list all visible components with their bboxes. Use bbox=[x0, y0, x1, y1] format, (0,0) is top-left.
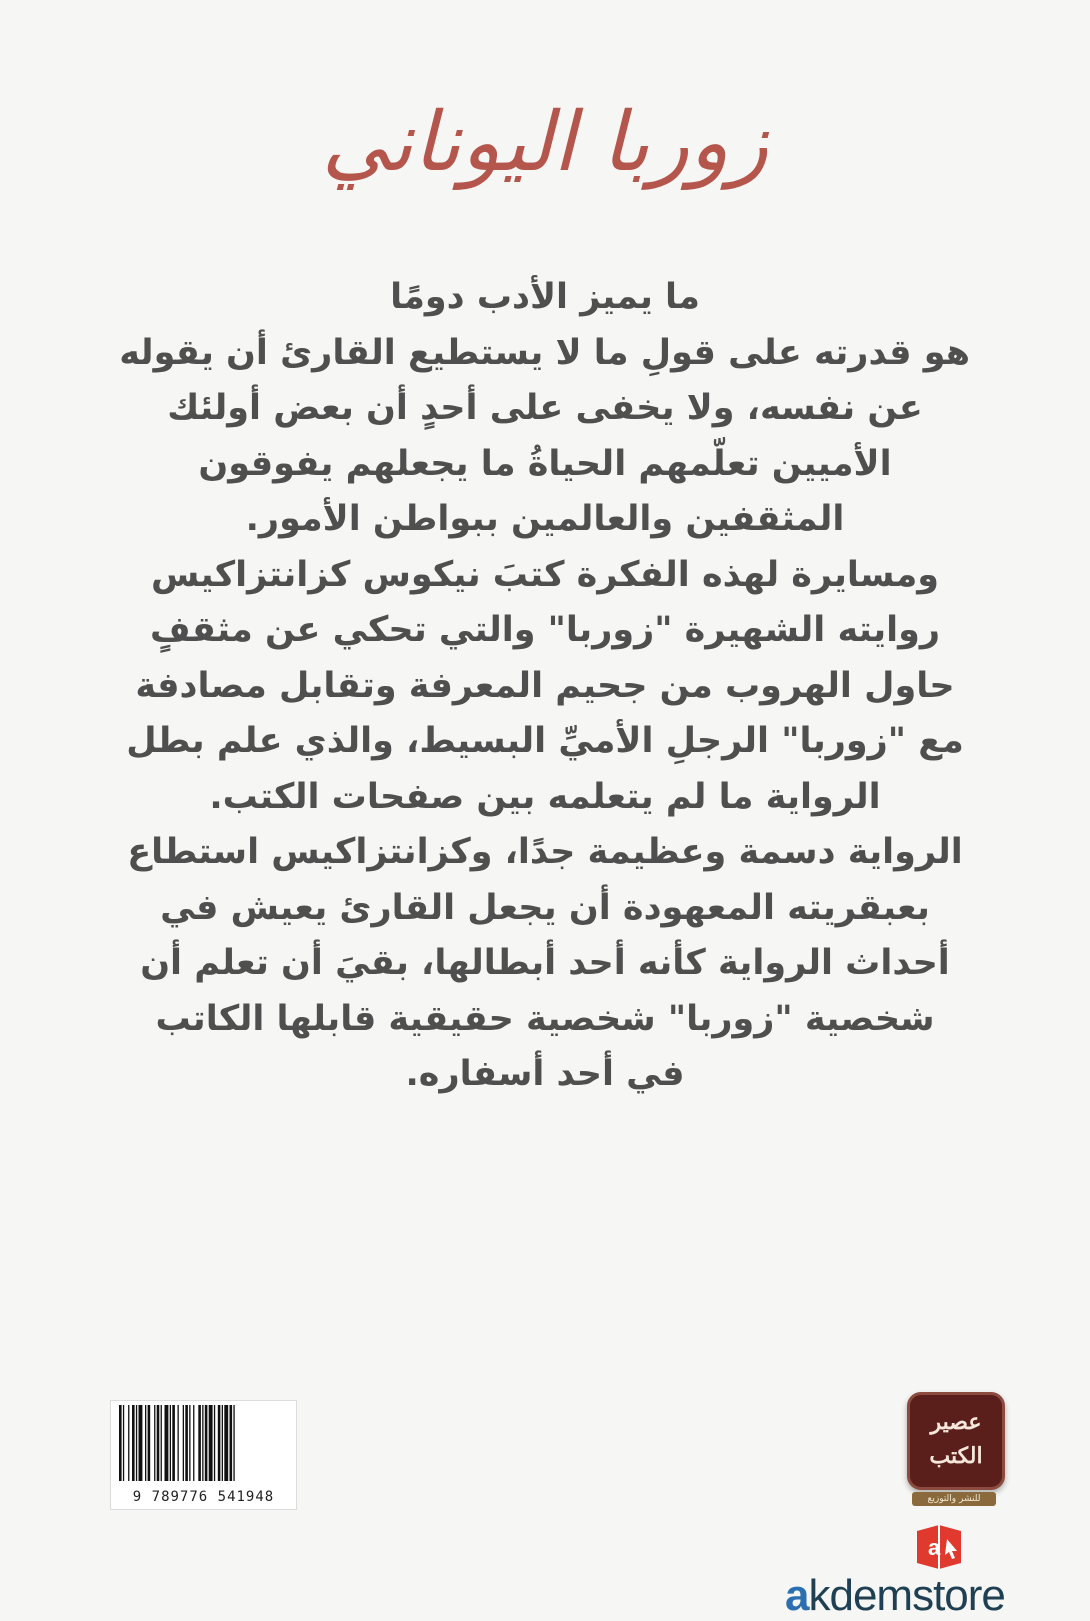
isbn-number: 9 789776 541948 bbox=[132, 1489, 275, 1505]
isbn-barcode bbox=[110, 1400, 297, 1510]
blurb-text bbox=[120, 270, 970, 1103]
blurb-line: ما يميز الأدب دومًا bbox=[390, 277, 700, 317]
blurb-line: هو قدرته على قولِ ما لا يستطيع القارئ أن يقوله bbox=[119, 332, 970, 373]
blurb-line: أحداث الرواية كأنه أحد أبطالها، بقيَ أن تعلم أن bbox=[140, 943, 950, 983]
publisher-name-line2: الكتب bbox=[929, 1443, 983, 1469]
blurb-line: الأميين تعلّمهم الحياةُ ما يجعلهم يفوقون bbox=[198, 443, 892, 484]
svg-text:a: a bbox=[928, 1535, 941, 1560]
store-watermark: akdemstore bbox=[785, 1571, 1005, 1620]
blurb-line: بعبقريته المعهودة أن يجعل القارئ يعيش في bbox=[160, 887, 930, 928]
publisher-name-line1: عصير bbox=[930, 1409, 982, 1435]
blurb-line: المثقفين والعالمين ببواطن الأمور. bbox=[245, 499, 845, 539]
blurb-line: روايته الشهيرة "زوربا" والتي تحكي عن مثقفٍ bbox=[149, 610, 940, 650]
blurb-line: الرواية دسمة وعظيمة جدًا، وكزانتزاكيس استطاع bbox=[127, 832, 963, 872]
barcode-bars bbox=[117, 1405, 290, 1483]
book-title: زوربا اليوناني bbox=[321, 95, 769, 190]
blurb-line: شخصية "زوربا" شخصية حقيقية قابلها الكاتب bbox=[155, 998, 935, 1039]
store-cart-icon bbox=[911, 1517, 967, 1573]
blurb-line: ومسايرة لهذه الفكرة كتبَ نيكوس كزانتزاكيس bbox=[150, 554, 940, 595]
publisher-logo bbox=[907, 1392, 1005, 1490]
blurb-line: في أحد أسفاره. bbox=[405, 1054, 685, 1094]
blurb-line: حاول الهروب من جحيم المعرفة وتقابل مصادفة bbox=[135, 665, 955, 706]
publisher-tagline: للنشر والتوزيع bbox=[912, 1492, 996, 1506]
blurb-line: الرواية ما لم يتعلمه بين صفحات الكتب. bbox=[209, 776, 881, 817]
blurb-line: عن نفسه، ولا يخفى على أحدٍ أن بعض أولئك bbox=[167, 388, 923, 428]
blurb-line: مع "زوربا" الرجلِ الأميِّ البسيط، والذي علم بطل bbox=[126, 721, 964, 761]
